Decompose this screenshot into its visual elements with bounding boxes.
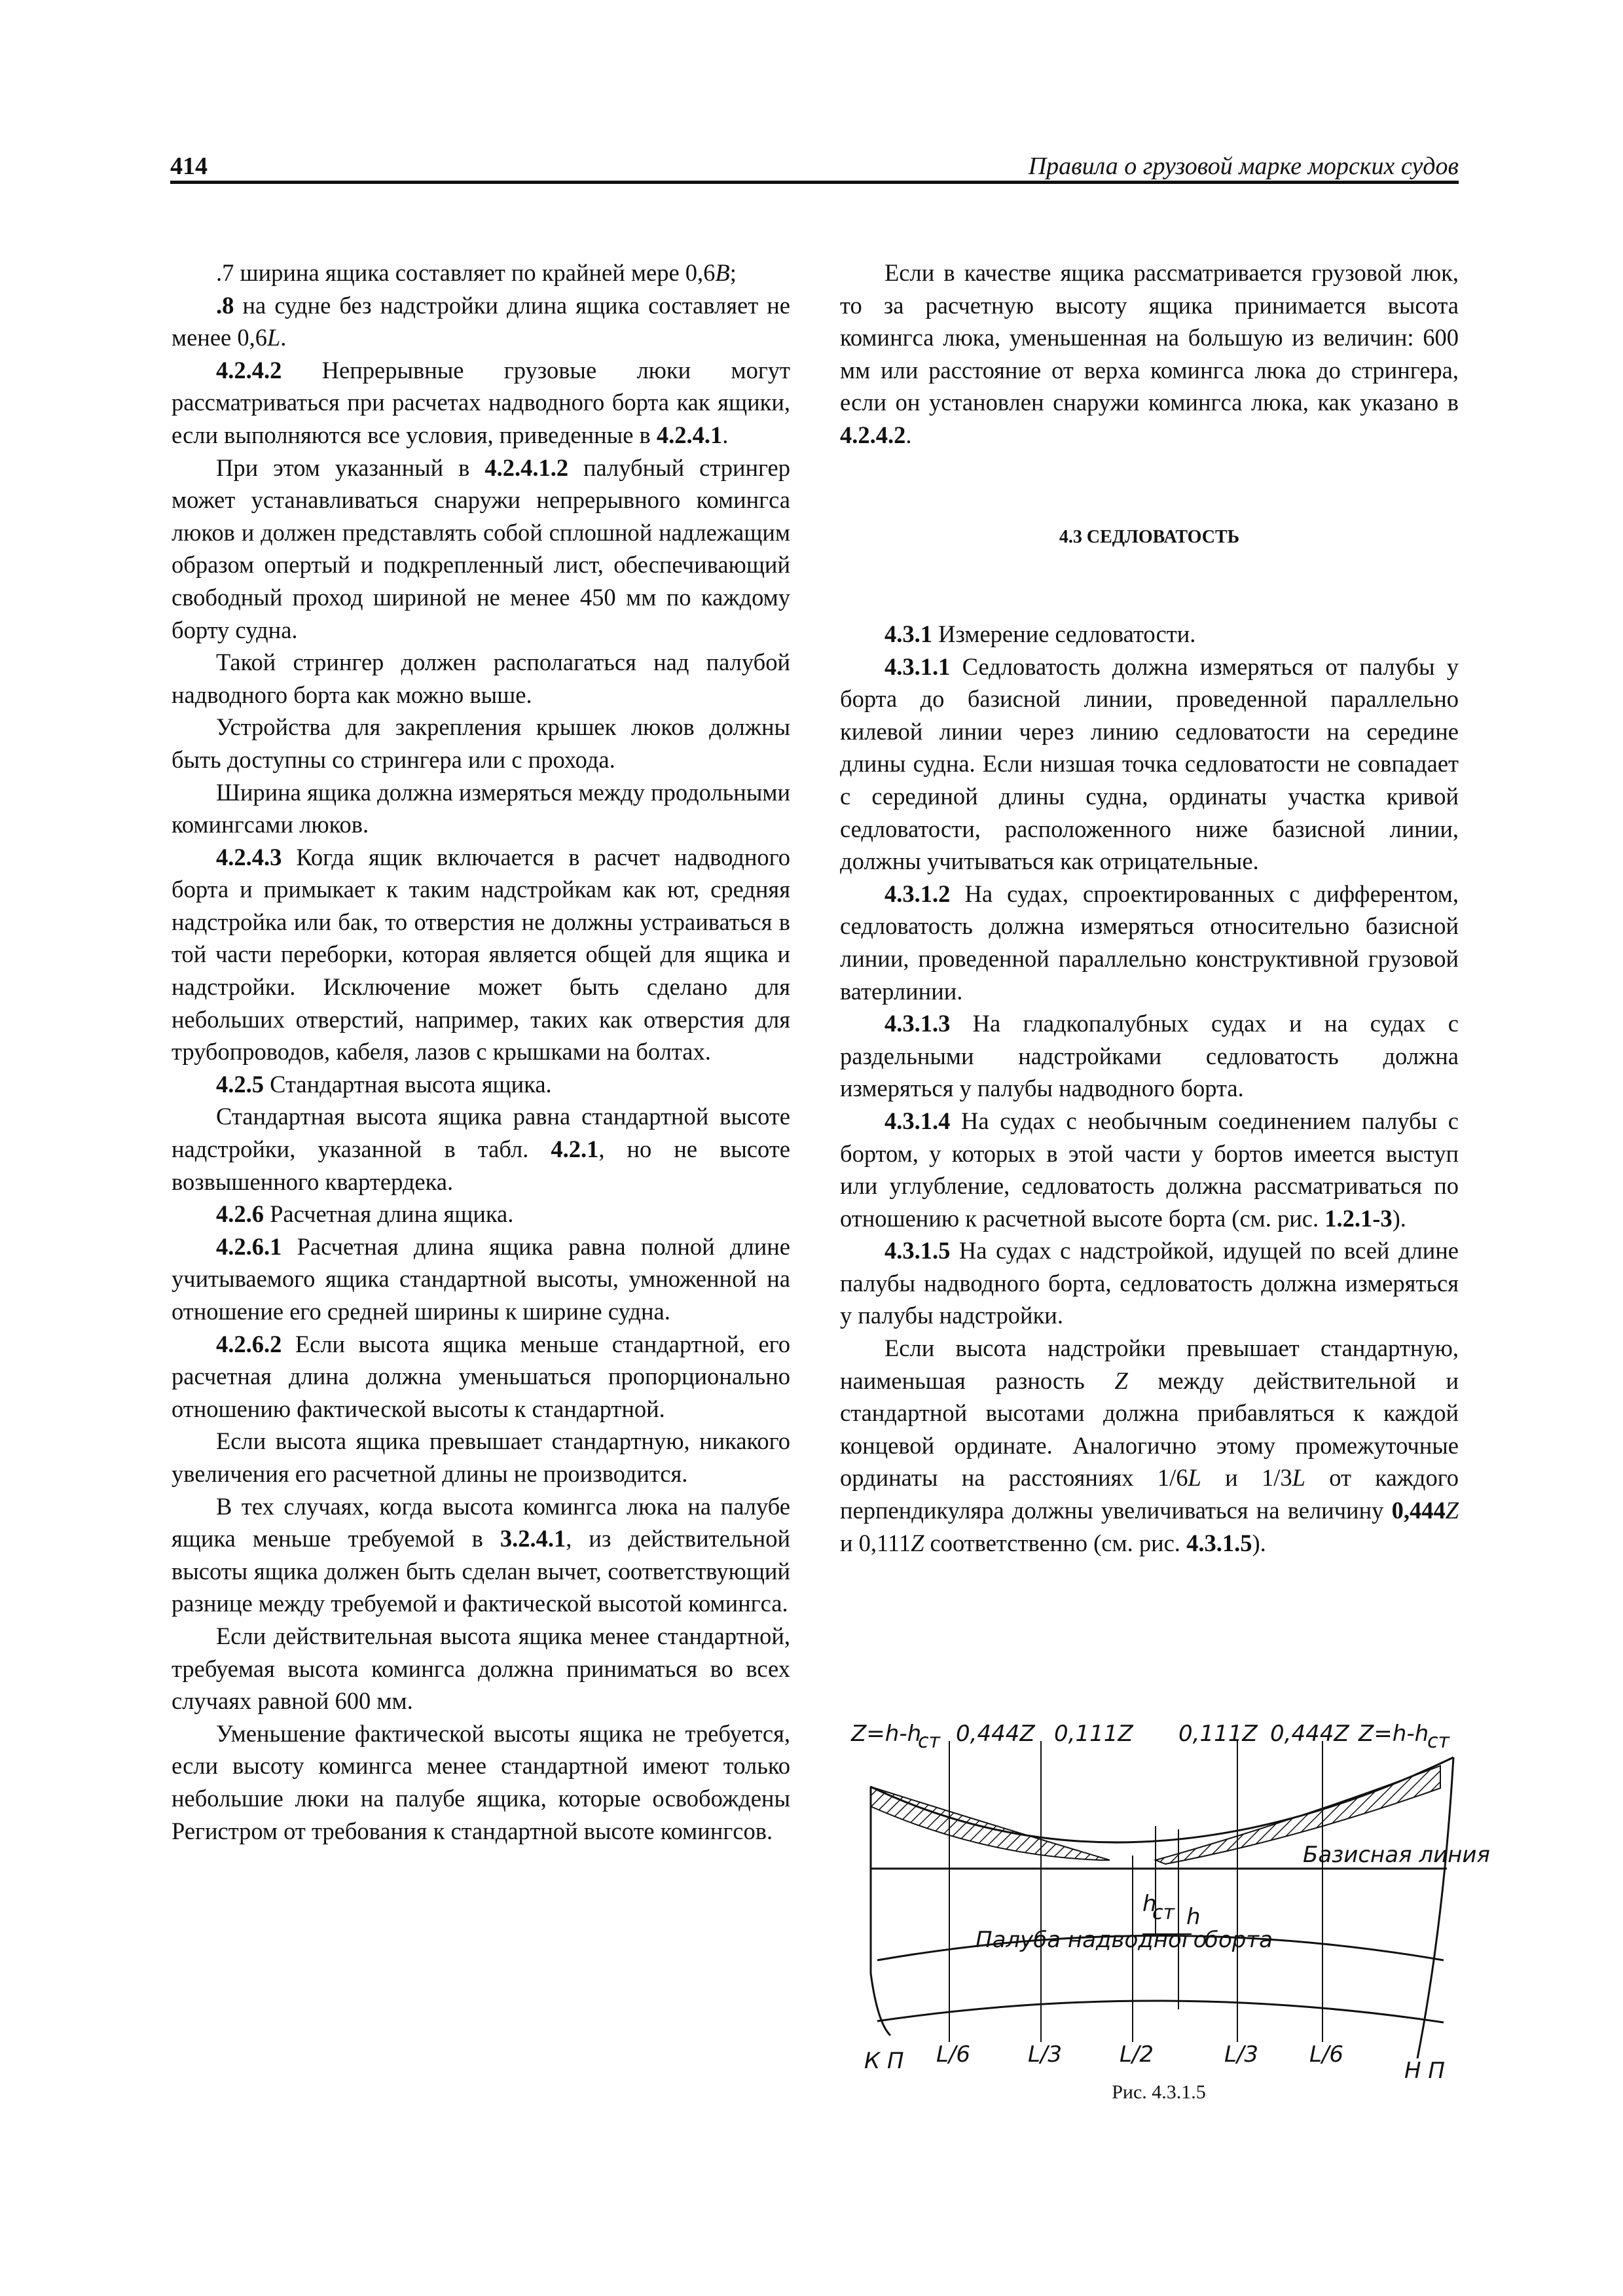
paragraph: Стандартная высота ящика равна стандартной высоте надстройки, указанной в табл. 4.2.1, но не высоте возвышенного квартердека.: [172, 1103, 790, 1195]
label-z-aft: Z=h-h: [851, 1721, 922, 1747]
label-np: Н П: [1404, 2058, 1445, 2084]
paragraph: 4.3.1.4 На судах с необычным соединением палубы с бортом, у которых в этой части у бортов имеется выступ или углубление, седловатость должна рассматриваться по отношению к расчетной высоте борта (см. рис. 1.2.1-3).: [840, 1107, 1459, 1232]
paragraph: При этом указанный в 4.2.4.1.2 палубный стрингер может устанавливаться снаружи непрерывного комингса люков и должен представлять собой сплошной надлежащим образом опертый и подкрепленный лист, обеспечивающий свободный проход шириной не менее 450 мм по каждому борту судна.: [172, 454, 790, 643]
paragraph: Устройства для закрепления крышек люков должны быть доступны со стрингера или с прохода.: [172, 713, 790, 773]
deck-label-left: Палуба надводного: [976, 1927, 1207, 1953]
paragraph: 4.3.1 Измерение седловатости.: [884, 620, 1196, 647]
right-column-top: [840, 257, 1459, 452]
paragraph: Уменьшение фактической высоты ящика не требуется, если высоту комингса менее стандартной имеют только небольшие люки на палубе ящика, которые освобождены Регистром от требования к стандартной высоте комингсов.: [172, 1719, 790, 1844]
paragraph: 4.2.4.2 Непрерывные грузовые люки могут рассматриваться при расчетах надводного борта как ящики, если выполняются все условия, приведенные в 4.2.4.1.: [172, 356, 790, 448]
lower-deck-line: [877, 2001, 1444, 2022]
h-st-sub: ст: [1152, 1901, 1175, 1924]
h-label: h: [1186, 1904, 1201, 1930]
sheer-diagram: [851, 1715, 1490, 2084]
paragraph: 4.2.5 Стандартная высота ящика.: [216, 1070, 552, 1098]
paragraph: Если действительная высота ящика менее стандартной, требуемая высота комингса должна приниматься во всех случаях равной 600 мм.: [172, 1622, 790, 1715]
label-0444-fwd: 0,444Z: [1270, 1721, 1349, 1747]
label-l2: L/2: [1120, 2041, 1154, 2068]
paragraph: 4.3.1.2 На судах, спроектированных с дифферентом, седловатость должна измеряться относительно базисной линии, проведенной параллельно конструктивной грузовой ватерлинии.: [840, 880, 1459, 1005]
label-l6-fwd: L/6: [1309, 2041, 1344, 2068]
paragraph: 4.2.6.1 Расчетная длина ящика равна полной длине учитываемого ящика стандартной высоты, умноженной на отношение его средней ширины к ширине судна.: [172, 1232, 790, 1325]
label-0444-aft: 0,444Z: [956, 1721, 1035, 1747]
running-title: Правила о грузовой марке морских судов: [1028, 152, 1459, 180]
paragraph: Ширина ящика должна измеряться между продольными комингсами люков.: [172, 778, 790, 838]
fwd-contour: [1417, 1757, 1453, 2058]
paragraph: Если в качестве ящика рассматривается грузовой люк, то за расчетную высоту ящика принимается высота комингса люка, уменьшенная на большую из величин: 600 мм или расстояние от верха комингса люка до стрингера, если он установлен снаружи комингса люка, как указано в 4.2.4.2.: [840, 259, 1459, 448]
label-z-fwd: Z=h-h: [1359, 1721, 1429, 1747]
label-0111-fwd: 0,111Z: [1178, 1721, 1258, 1747]
label-z-aft-sub: ст: [918, 1730, 940, 1753]
paragraph: 4.3.1.3 На гладкопалубных судах и на судах с раздельными надстройками седловатость должна измеряться у палубы надводного борта.: [840, 1010, 1459, 1102]
paragraph: .7 ширина ящика составляет по крайней мере 0,6B;: [216, 259, 737, 286]
aft-contour: [871, 1787, 890, 2036]
paragraph: 4.3.1.5 На судах с надстройкой, идущей по всей длине палубы надводного борта, седловатость должна измеряться у палубы надстройки.: [840, 1237, 1459, 1329]
paragraph: .8 на судне без надстройки длина ящика составляет не менее 0,6L.: [172, 291, 790, 351]
label-l3-fwd: L/3: [1224, 2041, 1259, 2068]
label-z-fwd-sub: ст: [1427, 1730, 1450, 1753]
paragraph: 4.2.4.3 Когда ящик включается в расчет надводного борта и примыкает к таким надстройкам как ют, средняя надстройка или бак, то отверстия не должны устраиваться в той части переборки, которая является общей для ящика и надстройки. Исключение может быть сделано для небольших отверстий, например, таких как отверстия для трубопроводов, кабеля, лазов с крышками на болтах.: [172, 843, 790, 1066]
paragraph: Если высота ящика превышает стандартную, никакого увеличения его расчетной длины не производится.: [172, 1427, 790, 1487]
paragraph: Такой стрингер должен располагаться над палубой надводного борта как можно выше.: [172, 649, 790, 708]
hatched-area-aft: [871, 1787, 1110, 1860]
paragraph: В тех случаях, когда высота комингса люка на палубе ящика меньше требуемой в 3.2.4.1, из действительной высоты ящика должен быть сделан вычет, соответствующий разнице между требуемой и фактической высотой комингса.: [172, 1492, 790, 1617]
paragraph: 4.3.1.1 Седловатость должна измеряться от палубы у борта до базисной линии, проведенной параллельно килевой линии через линию седловатости на середине длины судна. Если низшая точка седловатости не совпадает с серединой длины судна, ординаты участка кривой седловатости, расположенного ниже базисной линии, должны учитываться как отрицательные.: [840, 653, 1459, 875]
running-header: [170, 152, 1459, 181]
sheer-figure: [851, 1715, 1490, 2121]
deck-label-right: борта: [1205, 1927, 1273, 1953]
paragraph: 4.2.6.2 Если высота ящика меньше стандартной, его расчетная длина должна уменьшаться пропорционально отношению фактической высоты к стандартной.: [172, 1330, 790, 1422]
left-column: [172, 257, 790, 1847]
baseline-label: Базисная линия: [1303, 1842, 1490, 1868]
h-st-label: h: [1142, 1891, 1157, 1917]
label-l3-aft: L/3: [1028, 2041, 1063, 2068]
header-rule: [170, 181, 1459, 184]
label-0111-aft: 0,111Z: [1054, 1721, 1133, 1747]
figure-caption: Рис. 4.3.1.5: [1112, 2081, 1206, 2103]
label-kp: К П: [864, 2048, 904, 2074]
right-column-bottom: [840, 618, 1459, 1559]
label-l6-aft: L/6: [936, 2041, 971, 2068]
paragraph: 4.2.6 Расчетная длина ящика.: [216, 1200, 514, 1228]
paragraph: Если высота надстройки превышает стандартную, наименьшая разность Z между действительной и стандартной высотами должна прибавляться к каждой концевой ординате. Аналогично этому промежуточные ординаты на расстояниях 1/6L и 1/3L от каждого перпендикуляра должны увеличиваться на величину 0,444Z и 0,111Z соответственно (см. рис. 4.3.1.5).: [840, 1335, 1459, 1556]
section-title: 4.3 СЕДЛОВАТОСТЬ: [1059, 527, 1240, 547]
page-number: 414: [170, 152, 208, 180]
